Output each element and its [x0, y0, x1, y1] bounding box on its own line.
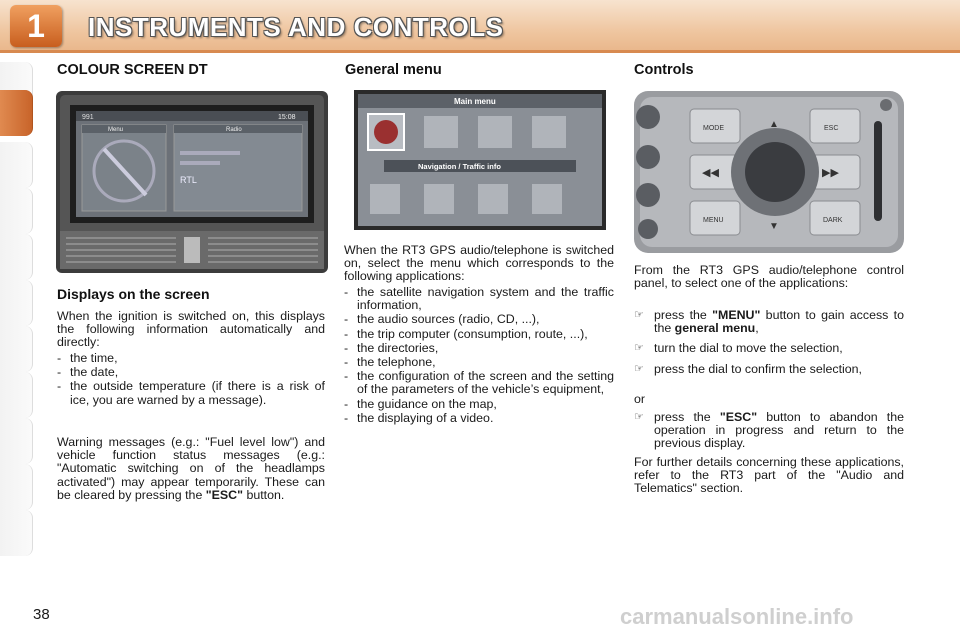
applications-list	[344, 286, 614, 426]
chapter-tab[interactable]	[0, 280, 33, 326]
screen-time: 15:08	[278, 114, 296, 121]
mode-button-label: MODE	[703, 125, 724, 132]
screen-station: RTL	[180, 175, 197, 185]
esc-bold: "ESC"	[205, 487, 244, 502]
chapter-tab[interactable]	[0, 510, 33, 556]
controls-outro: For further details concerning these applications, refer to the RT3 part of the "Audio and Telematics" section.	[634, 455, 904, 496]
header-rule	[0, 50, 960, 53]
list-item: - the satellite navigation system and the traffic information,	[344, 285, 614, 313]
svg-text:▶▶: ▶▶	[822, 167, 839, 179]
chapter-tab[interactable]	[0, 464, 33, 510]
chapter-title: INSTRUMENTS AND CONTROLS	[88, 12, 504, 42]
colour-screen-photo	[56, 91, 328, 273]
control-panel-photo	[634, 91, 904, 253]
menu-button-label: MENU	[703, 217, 724, 224]
step-turn-dial: ☞ turn the dial to move the selection,	[634, 341, 843, 356]
chapter-tab[interactable]	[0, 326, 33, 372]
dark-button-label: DARK	[823, 217, 843, 224]
list-item: - the directories,	[344, 340, 439, 355]
displays-subtitle: Displays on the screen	[57, 286, 210, 302]
controls-intro: From the RT3 GPS audio/telephone control panel, to select one of the applications:	[634, 263, 904, 291]
list-item: - the guidance on the map,	[344, 396, 497, 411]
chapter-number-badge: 1	[10, 5, 62, 47]
main-menu-photo	[354, 90, 606, 230]
chapter-tab[interactable]	[0, 188, 33, 234]
step-press-dial: ☞ press the dial to confirm the selection,	[634, 361, 862, 376]
main-menu-heading: Main menu	[454, 97, 496, 106]
list-item: - the trip computer (consumption, route, ...),	[344, 326, 588, 341]
or-label: or	[634, 392, 646, 406]
screen-menu-label: Menu	[108, 127, 124, 133]
svg-text:▼: ▼	[769, 221, 779, 232]
chapter-tab[interactable]	[0, 234, 33, 280]
chapter-tab-active[interactable]	[0, 90, 33, 136]
controls-title: Controls	[634, 62, 694, 78]
screen-radio-label: Radio	[226, 127, 242, 133]
svg-text:▲: ▲	[769, 119, 779, 130]
chapter-tab[interactable]	[0, 418, 33, 464]
list-item: - the configuration of the screen and the setting of the parameters of the vehicle’s equipment,	[344, 369, 614, 397]
list-item: - the audio sources (radio, CD, ...),	[344, 312, 540, 327]
esc-button-label: ESC	[824, 125, 839, 132]
warning-paragraph: Warning messages (e.g.: "Fuel level low") and vehicle function status messages (e.g.: "Automatic switching on of the headlamps activated") may appear temporarily. These can be cleared by pressing the "ESC" button.	[57, 435, 325, 502]
list-item: - the displaying of a video.	[344, 410, 494, 425]
controls-steps	[634, 309, 904, 383]
general-menu-intro: When the RT3 GPS audio/telephone is switched on, select the menu which corresponds to the following applications:	[344, 243, 614, 284]
main-menu-caption: Navigation / Traffic info	[418, 162, 501, 171]
svg-text:◀◀: ◀◀	[702, 167, 719, 179]
step-menu: ☞ press the "MENU" button to gain access to the general menu,	[634, 308, 904, 336]
displays-intro: When the ignition is switched on, this displays the following information automatically and directly:	[57, 309, 325, 350]
list-item: - the outside temperature (if there is a risk of ice, you are warned by a message).	[57, 379, 325, 407]
chapter-tab[interactable]	[0, 372, 33, 418]
svg-text:991: 991	[82, 114, 94, 121]
list-item: - the time,	[57, 351, 118, 365]
controls-steps-alt	[634, 411, 904, 458]
colour-screen-title: COLOUR SCREEN DT	[57, 62, 208, 78]
general-menu-title: General menu	[345, 62, 442, 78]
displays-list	[57, 352, 325, 408]
watermark: carmanualsonline.info	[620, 604, 854, 629]
page-number: 38	[33, 606, 50, 623]
chapter-tabs	[0, 62, 34, 572]
list-item: - the date,	[57, 365, 119, 380]
chapter-tab[interactable]	[0, 142, 33, 188]
step-esc: ☞ press the "ESC" button to abandon the operation in progress and return to the previous display.	[634, 410, 904, 451]
list-item: - the telephone,	[344, 355, 436, 370]
